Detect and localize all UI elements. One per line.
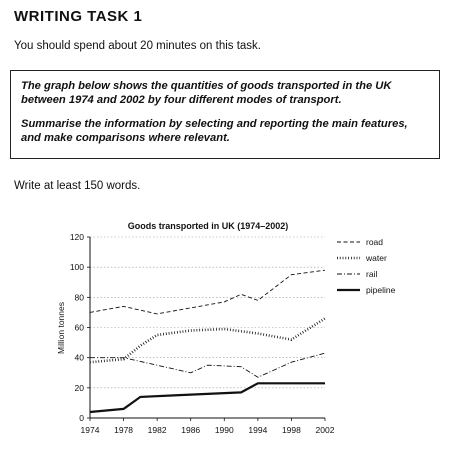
x-tick-label: 1986 xyxy=(181,425,201,435)
y-tick-label: 0 xyxy=(79,413,84,423)
x-tick-label: 1974 xyxy=(80,425,100,435)
y-axis-label: Million tonnes xyxy=(56,302,66,354)
axes xyxy=(70,232,335,435)
chart-title: Goods transported in UK (1974–2002) xyxy=(127,221,289,231)
y-tick-label: 80 xyxy=(74,292,84,303)
legend-label-rail: rail xyxy=(366,269,378,279)
x-tick-label: 1978 xyxy=(114,425,134,435)
x-tick-label: 1990 xyxy=(214,425,234,435)
y-tick-label: 60 xyxy=(74,322,84,333)
x-tick-label: 1994 xyxy=(248,425,268,435)
y-tick-label: 120 xyxy=(69,232,84,242)
x-tick-label: 1982 xyxy=(147,425,167,435)
task-description: The graph below shows the quantities of goods transported in the UK between 1974 and 2002 by four different modes of transport. xyxy=(21,80,392,106)
legend-label-pipeline: pipeline xyxy=(366,285,396,295)
x-tick-label: 1998 xyxy=(281,425,301,435)
task-requirement: Summarise the information by selecting and reporting the main features, and make comparisons where relevant. xyxy=(21,118,408,144)
legend-label-water: water xyxy=(366,253,387,263)
series-line-road xyxy=(90,270,325,314)
y-tick-label: 20 xyxy=(74,382,84,393)
x-tick-label: 2002 xyxy=(315,425,335,435)
series-lines xyxy=(90,270,325,412)
series-line-water xyxy=(90,318,325,362)
time-instruction: You should spend about 20 minutes on this task. xyxy=(14,40,261,52)
y-tick-label: 40 xyxy=(74,352,84,363)
legend-label-road: road xyxy=(366,237,384,247)
legend xyxy=(337,237,396,295)
task-heading: WRITING TASK 1 xyxy=(14,8,143,25)
word-count-instruction: Write at least 150 words. xyxy=(14,180,141,192)
y-tick-label: 100 xyxy=(69,262,84,273)
